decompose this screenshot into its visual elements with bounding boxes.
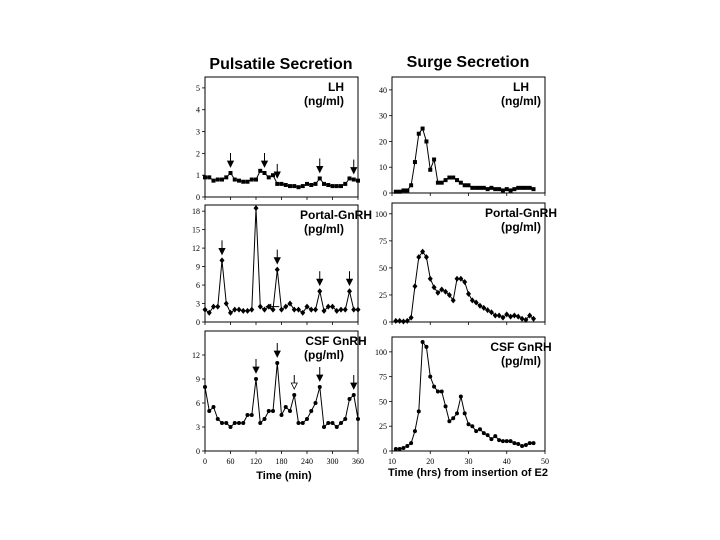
pulsatile-lh-point <box>348 176 352 180</box>
pulsatile-portal-ytick-label: 15 <box>192 225 200 235</box>
surge-lh-point <box>482 186 486 190</box>
surge-lh-point <box>421 127 425 131</box>
surge-lh-point <box>401 188 405 192</box>
surge-portal-label-line1: Portal-GnRH <box>485 206 557 220</box>
pulsatile-lh-label-line2: (ng/ml) <box>304 94 344 108</box>
pulsatile-csf-point <box>267 409 271 413</box>
surge-lh-point <box>493 187 497 191</box>
pulsatile-csf-point <box>258 421 262 425</box>
surge-lh-point <box>413 160 417 164</box>
surge-portal-ytick-label: 25 <box>379 290 387 300</box>
pulsatile-csf-point <box>297 421 301 425</box>
pulsatile-lh-point <box>335 184 339 188</box>
surge-csf-ytick-label: 75 <box>379 372 387 382</box>
pulsatile-lh-point <box>254 178 258 182</box>
pulsatile-lh-point <box>339 184 343 188</box>
surge-csf-point <box>451 416 455 420</box>
surge-csf-point <box>478 427 482 431</box>
surge-csf-ytick-label: 25 <box>379 422 387 432</box>
surge-lh-point <box>459 181 463 185</box>
pulsatile-lh-point <box>224 175 228 179</box>
surge-csf-point <box>497 438 501 442</box>
surge-portal-ytick-label: 75 <box>379 236 387 246</box>
pulsatile-csf-point <box>220 421 224 425</box>
surge-csf-xtick-label: 40 <box>502 457 511 466</box>
right-x-axis-title: Time (hrs) from insertion of E2 <box>388 467 548 479</box>
pulsatile-lh-point <box>220 178 224 182</box>
pulsatile-portal-point <box>317 288 322 294</box>
surge-lh-point <box>478 186 482 190</box>
surge-lh-point <box>451 176 455 180</box>
pulsatile-lh-point <box>301 184 305 188</box>
surge-lh-panel <box>379 77 545 198</box>
pulsatile-csf-ytick-label: 9 <box>196 375 200 384</box>
pulsatile-csf-point <box>275 361 279 365</box>
pulsatile-lh-point <box>258 169 262 173</box>
surge-lh-point <box>409 183 413 187</box>
surge-csf-point <box>509 439 513 443</box>
surge-lh-point <box>509 188 513 192</box>
pulsatile-lh-point <box>356 179 360 183</box>
surge-csf-point <box>398 447 402 451</box>
surge-lh-point <box>417 132 421 136</box>
pulsatile-csf-point <box>233 421 237 425</box>
pulsatile-lh-ytick-label: 0 <box>196 193 200 202</box>
pulsatile-csf-arrow-head <box>351 383 357 389</box>
surge-lh-point <box>474 186 478 190</box>
pulsatile-csf-point <box>254 377 258 381</box>
surge-csf-point <box>512 441 516 445</box>
surge-csf-point <box>532 441 536 445</box>
pulsatile-csf-xtick-label: 0 <box>203 457 207 466</box>
surge-csf-label-line2: (pg/ml) <box>501 354 541 368</box>
pulsatile-lh-label-line1: LH <box>328 80 344 94</box>
surge-csf-ytick-label: 0 <box>383 447 387 456</box>
surge-portal-point <box>401 318 406 324</box>
pulsatile-csf-point <box>203 385 207 389</box>
surge-csf-point <box>428 375 432 379</box>
pulsatile-lh-point <box>292 184 296 188</box>
surge-csf-point <box>432 385 436 389</box>
surge-portal-point <box>397 318 402 324</box>
pulsatile-portal-point <box>343 307 348 313</box>
pulsatile-portal-arrow-head <box>219 248 225 254</box>
surge-portal-ytick-label: 100 <box>375 209 387 219</box>
pulsatile-csf-point <box>216 417 220 421</box>
surge-lh-point <box>470 186 474 190</box>
pulsatile-csf-point <box>301 421 305 425</box>
pulsatile-lh-point <box>271 173 275 177</box>
surge-lh-point <box>424 139 428 143</box>
pulsatile-portal-point <box>262 307 267 313</box>
surge-lh-point <box>497 187 501 191</box>
surge-csf-xtick-label: 20 <box>426 457 435 466</box>
pulsatile-portal-label-line2: (pg/ml) <box>304 222 344 236</box>
pulsatile-csf-point <box>212 405 216 409</box>
pulsatile-portal-ytick-label: 0 <box>196 318 200 327</box>
pulsatile-lh-point <box>250 178 254 182</box>
pulsatile-lh-point <box>203 175 207 179</box>
surge-csf-point <box>505 439 509 443</box>
pulsatile-csf-panel <box>192 331 367 466</box>
surge-lh-point <box>428 168 432 172</box>
pulsatile-portal-arrow-head <box>274 258 280 264</box>
surge-lh-label-line2: (ng/ml) <box>501 94 541 108</box>
pulsatile-lh-point <box>318 176 322 180</box>
pulsatile-csf-point <box>237 421 241 425</box>
pulsatile-portal-point <box>203 307 208 313</box>
pulsatile-csf-point <box>339 421 343 425</box>
surge-csf-point <box>524 443 528 447</box>
surge-csf-point <box>520 444 524 448</box>
pulsatile-lh-point <box>263 171 267 175</box>
pulsatile-csf-xtick-label: 360 <box>352 457 364 466</box>
surge-lh-point <box>432 157 436 161</box>
panels-group <box>192 77 557 466</box>
pulsatile-csf-label-line2: (pg/ml) <box>304 348 344 362</box>
pulsatile-portal-panel <box>192 205 372 327</box>
surge-csf-xtick-label: 10 <box>388 457 396 466</box>
surge-csf-point <box>401 446 405 450</box>
pulsatile-csf-xtick-label: 120 <box>250 457 262 466</box>
surge-portal-ytick-label: 50 <box>379 263 387 273</box>
pulsatile-lh-point <box>331 184 335 188</box>
pulsatile-csf-point <box>352 393 356 397</box>
pulsatile-lh-point <box>233 178 237 182</box>
surge-csf-point <box>444 404 448 408</box>
surge-lh-ytick-label: 30 <box>379 111 387 121</box>
pulsatile-portal-ytick-label: 6 <box>196 281 200 291</box>
pulsatile-lh-point <box>326 183 330 187</box>
surge-csf-point <box>516 442 520 446</box>
pulsatile-lh-ytick-label: 4 <box>196 105 200 115</box>
surge-lh-point <box>444 178 448 182</box>
surge-csf-ytick-label: 100 <box>375 347 387 357</box>
pulsatile-csf-point <box>322 425 326 429</box>
pulsatile-lh-ytick-label: 5 <box>196 83 200 93</box>
surge-lh-point <box>405 188 409 192</box>
surge-csf-point <box>493 434 497 438</box>
pulsatile-csf-xtick-label: 300 <box>326 457 339 466</box>
pulsatile-portal-point <box>258 304 263 310</box>
pulsatile-csf-arrow-head <box>291 383 297 389</box>
pulsatile-csf-point <box>343 417 347 421</box>
surge-lh-point <box>516 186 520 190</box>
surge-csf-point <box>405 444 409 448</box>
surge-lh-point <box>520 186 524 190</box>
surge-csf-point <box>463 411 467 415</box>
surge-lh-point <box>447 176 451 180</box>
pulsatile-portal-point <box>224 301 229 307</box>
pulsatile-csf-series-line <box>205 363 358 427</box>
surge-csf-point <box>409 441 413 445</box>
pulsatile-lh-point <box>237 179 241 183</box>
surge-csf-panel <box>375 337 552 466</box>
pulsatile-lh-ytick-label: 3 <box>196 127 200 137</box>
pulsatile-lh-point <box>322 182 326 186</box>
pulsatile-csf-point <box>318 385 322 389</box>
pulsatile-lh-ytick-label: 1 <box>196 171 200 181</box>
pulsatile-csf-point <box>241 421 245 425</box>
surge-lh-point <box>524 186 528 190</box>
surge-lh-point <box>512 187 516 191</box>
pulsatile-portal-point <box>228 310 233 316</box>
surge-lh-point <box>489 186 493 190</box>
surge-portal-ytick-label: 0 <box>383 318 387 327</box>
pulsatile-csf-point <box>326 421 330 425</box>
surge-csf-point <box>413 429 417 433</box>
right-column-title: Surge Secretion <box>406 54 530 71</box>
pulsatile-lh-ytick-label: 2 <box>196 149 200 159</box>
pulsatile-csf-point <box>314 401 318 405</box>
surge-lh-ytick-label: 40 <box>379 85 387 95</box>
pulsatile-lh-panel <box>196 77 360 202</box>
pulsatile-csf-point <box>246 413 250 417</box>
pulsatile-csf-point <box>263 417 267 421</box>
surge-lh-ytick-label: 0 <box>383 189 387 198</box>
surge-portal-point <box>512 313 517 319</box>
pulsatile-lh-point <box>280 182 284 186</box>
pulsatile-lh-point <box>267 175 271 179</box>
pulsatile-portal-point <box>237 307 242 313</box>
pulsatile-csf-point <box>356 417 360 421</box>
surge-csf-point <box>528 441 532 445</box>
pulsatile-portal-point <box>296 307 301 313</box>
pulsatile-portal-ytick-label: 9 <box>196 262 200 272</box>
pulsatile-csf-ytick-label: 6 <box>196 399 200 408</box>
pulsatile-lh-arrow-head <box>317 166 323 172</box>
pulsatile-csf-label-line1: CSF GnRH <box>305 334 367 348</box>
pulsatile-lh-point <box>314 182 318 186</box>
pulsatile-csf-point <box>250 413 254 417</box>
pulsatile-csf-point <box>271 409 275 413</box>
surge-csf-point <box>394 447 398 451</box>
surge-csf-point <box>459 394 463 398</box>
pulsatile-portal-label-line1: Portal-GnRH <box>300 208 372 222</box>
pulsatile-portal-point <box>356 307 361 313</box>
surge-lh-point <box>486 187 490 191</box>
surge-lh-ytick-label: 20 <box>379 137 387 147</box>
pulsatile-csf-point <box>309 409 313 413</box>
surge-csf-ytick-label: 50 <box>379 397 387 407</box>
surge-lh-point <box>398 190 402 194</box>
pulsatile-csf-point <box>348 397 352 401</box>
pulsatile-lh-arrow-head <box>262 161 268 167</box>
pulsatile-portal-point <box>254 205 259 211</box>
surge-csf-point <box>467 422 471 426</box>
surge-lh-point <box>505 187 509 191</box>
surge-csf-point <box>436 390 440 394</box>
surge-csf-point <box>489 437 493 441</box>
pulsatile-csf-ytick-label: 12 <box>192 351 200 360</box>
surge-lh-ytick-label: 10 <box>379 163 387 173</box>
surge-csf-point <box>440 390 444 394</box>
pulsatile-lh-point <box>212 179 216 183</box>
pulsatile-lh-arrow-head <box>228 161 234 167</box>
pulsatile-lh-point <box>216 178 220 182</box>
pulsatile-csf-point <box>207 409 211 413</box>
surge-lh-point <box>467 183 471 187</box>
pulsatile-csf-xtick-label: 240 <box>301 457 313 466</box>
surge-csf-point <box>474 429 478 433</box>
pulsatile-csf-point <box>284 405 288 409</box>
pulsatile-portal-point <box>283 304 288 310</box>
surge-csf-point <box>486 433 490 437</box>
pulsatile-lh-point <box>309 183 313 187</box>
pulsatile-lh-point <box>352 178 356 182</box>
surge-lh-point <box>528 186 532 190</box>
pulsatile-lh-point <box>229 171 233 175</box>
surge-lh-point <box>532 187 536 191</box>
pulsatile-portal-point <box>249 307 254 313</box>
pulsatile-csf-point <box>305 417 309 421</box>
pulsatile-csf-arrow-head <box>274 351 280 357</box>
pulsatile-lh-point <box>275 182 279 186</box>
pulsatile-portal-point <box>245 308 250 314</box>
pulsatile-portal-point <box>347 288 352 294</box>
surge-csf-point <box>421 340 425 344</box>
surge-lh-point <box>455 178 459 182</box>
surge-lh-label-line1: LH <box>513 80 529 94</box>
pulsatile-lh-point <box>246 180 250 184</box>
pulsatile-csf-ytick-label: 3 <box>196 423 200 432</box>
pulsatile-portal-arrow-head <box>347 279 353 285</box>
surge-lh-point <box>501 188 505 192</box>
surge-csf-xtick-label: 50 <box>541 457 549 466</box>
pulsatile-lh-point <box>241 180 245 184</box>
surge-csf-point <box>470 424 474 428</box>
pulsatile-csf-point <box>280 413 284 417</box>
pulsatile-lh-point <box>297 185 301 189</box>
pulsatile-lh-point <box>284 183 288 187</box>
pulsatile-csf-point <box>288 409 292 413</box>
surge-csf-point <box>447 419 451 423</box>
pulsatile-portal-point <box>279 307 284 313</box>
pulsatile-portal-ytick-label: 3 <box>196 299 200 309</box>
pulsatile-lh-point <box>288 184 292 188</box>
pulsatile-csf-point <box>335 425 339 429</box>
pulsatile-csf-point <box>292 393 296 397</box>
pulsatile-csf-point <box>229 425 233 429</box>
surge-csf-point <box>424 345 428 349</box>
pulsatile-portal-point <box>275 267 280 273</box>
pulsatile-csf-point <box>331 421 335 425</box>
pulsatile-portal-point <box>313 307 318 313</box>
pulsatile-portal-point <box>220 257 225 263</box>
surge-lh-point <box>463 183 467 187</box>
pulsatile-lh-arrow-head <box>274 172 280 178</box>
left-x-axis-title: Time (min) <box>256 470 312 482</box>
surge-csf-point <box>455 411 459 415</box>
pulsatile-portal-ytick-label: 12 <box>192 244 200 254</box>
surge-lh-point <box>436 181 440 185</box>
pulsatile-csf-ytick-label: 0 <box>196 447 200 456</box>
surge-csf-point <box>482 431 486 435</box>
surge-lh-point <box>440 181 444 185</box>
surge-portal-panel <box>375 203 557 327</box>
surge-lh-point <box>394 190 398 194</box>
pulsatile-lh-arrow-head <box>351 168 357 174</box>
pulsatile-lh-point <box>343 182 347 186</box>
pulsatile-csf-arrow-head <box>253 367 259 373</box>
pulsatile-csf-xtick-label: 60 <box>226 457 235 466</box>
pulsatile-csf-arrow-head <box>317 375 323 381</box>
surge-portal-point <box>428 276 433 282</box>
surge-portal-label-line2: (pg/ml) <box>501 220 541 234</box>
surge-portal-point <box>412 283 417 289</box>
pulsatile-csf-xtick-label: 180 <box>275 457 288 466</box>
surge-csf-xtick-label: 30 <box>464 457 473 466</box>
pulsatile-portal-point <box>215 304 220 310</box>
pulsatile-portal-arrow-head <box>317 279 323 285</box>
pulsatile-csf-point <box>224 421 228 425</box>
left-column-title: Pulsatile Secretion <box>209 56 353 73</box>
pulsatile-lh-point <box>305 182 309 186</box>
surge-csf-label-line1: CSF GnRH <box>490 340 552 354</box>
surge-csf-point <box>417 409 421 413</box>
surge-csf-point <box>501 439 505 443</box>
pulsatile-lh-point <box>207 175 211 179</box>
pulsatile-portal-ytick-label: 18 <box>192 207 200 217</box>
